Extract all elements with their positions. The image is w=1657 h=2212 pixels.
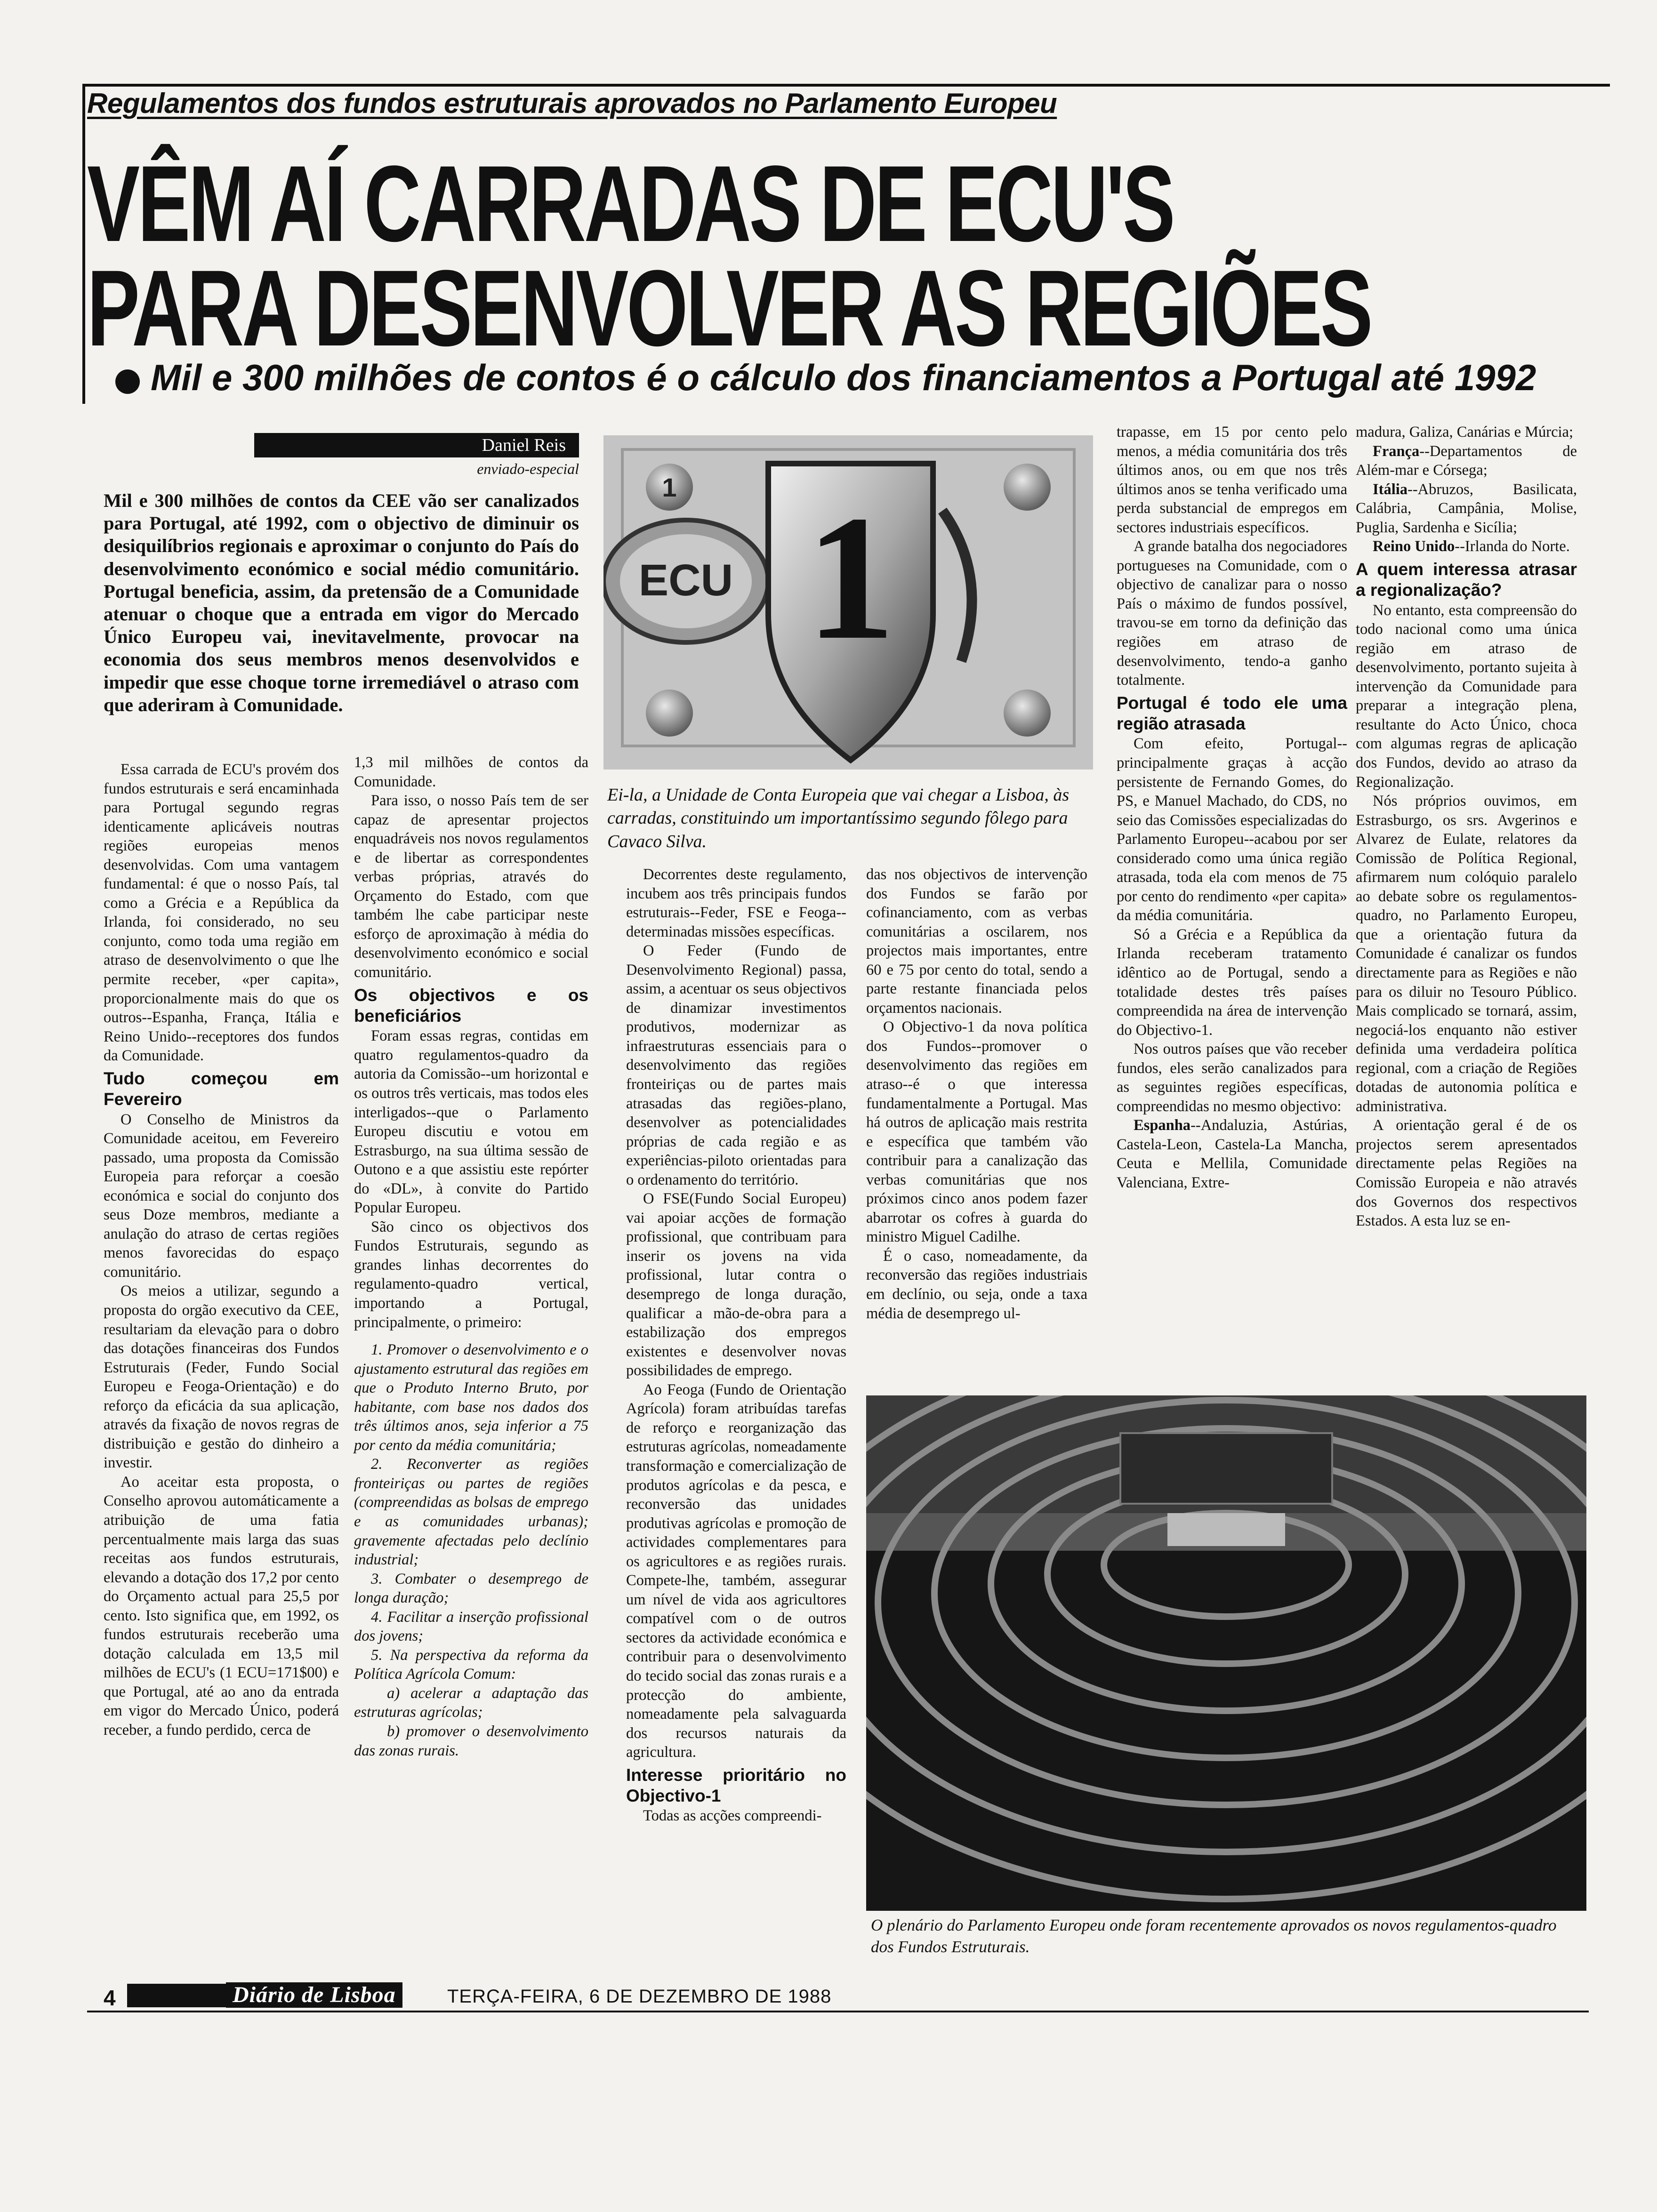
country-label: França xyxy=(1373,442,1420,460)
deck: Mil e 300 milhões de contos é o cálculo dos financiamentos a Portugal até 1992 xyxy=(151,357,1536,398)
paragraph xyxy=(1117,1116,1347,1192)
coin-bottom-left xyxy=(646,689,693,737)
paragraph xyxy=(1356,442,1577,480)
paragraph: Decorrentes deste regulamento, incubem aos três principais fundos estruturais--Feder, FSE e Feoga--determinadas missões específicas. xyxy=(626,866,846,940)
paragraph: A grande batalha dos negociadores portugueses na Comunidade, com o objectivo de canalizar para o nosso País o máximo de fundos possível, travou-se em torno da definição das regiões em atraso de desenvolvimento, tendo-a ganho totalmente. xyxy=(1117,538,1347,689)
paragraph: Com efeito, Portugal--principalmente graças à acção persistente de Fernando Gomes, do PS, e Manuel Machado, do CDS, no seio das Comissões especializadas do Parlamento Europeu--acabou por ser considerado como uma única região atrasada, toda ela com menos de 75 por cento do rendimento «per capita» da média comunitária. xyxy=(1117,735,1347,924)
country-label: Itália xyxy=(1373,481,1408,498)
paragraph: Só a Grécia e a República da Irlanda receberam tratamento idêntico ao de Portugal, sendo a totalidade destes três países compreendida na área de intervenção do Objectivo-1. xyxy=(1117,926,1347,1039)
presidium-desk xyxy=(1167,1513,1285,1546)
objective-subitem: a) acelerar a adaptação das estruturas agrícolas; xyxy=(354,1684,588,1721)
subheading: A quem interessa atrasar a regionalização? xyxy=(1356,559,1577,600)
paragraph: Foram essas regras, contidas em quatro regulamentos-quadro da autoria da Comissão--um horizontal e os outros três verticais, mas todos eles interligados--que o Parlamento Europeu discutiu e votou em Estrasburgo, na sua última sessão de Outono e a que assistiu este repórter do «DL», à convite do Partido Popular Europeu. xyxy=(354,1027,588,1217)
paragraph: Os meios a utilizar, segundo a proposta do orgão executivo da CEE, resultariam da elevação para o dobro das dotações financeiras dos Fundos Estruturais (Feder, Fundo Social Europeu e Feoga-Orientação) e do reforço da eficácia da sua aplicação, através da fixação de novos regras de distribuição e gestão do dinheiro a investir. xyxy=(104,1282,339,1472)
hemicycle-illustration xyxy=(866,1395,1586,1911)
left-frame-rule xyxy=(82,84,85,404)
deck-bullet xyxy=(115,369,140,394)
region-list: --Abruzos, Basilicata, Calábria, Campânia, Molise, Puglia, Sardenha e Sicília; xyxy=(1356,481,1577,536)
photo-caption-parliament: O plenário do Parlamento Europeu onde foram recentemente aprovados os novos regulamentos-quadro dos Fundos Estruturais. xyxy=(871,1916,1557,1956)
masthead-logo: Diário de Lisboa xyxy=(226,1982,402,2008)
paragraph: madura, Galiza, Canárias e Múrcia; xyxy=(1356,424,1574,441)
column-5 xyxy=(1117,423,1347,1193)
objective-subitem: b) promover o desenvolvimento das zonas rurais. xyxy=(354,1723,588,1759)
country-label: Espanha xyxy=(1134,1117,1191,1134)
ecu-oval-label: ECU xyxy=(638,555,733,605)
column-3 xyxy=(626,865,846,1826)
column-4 xyxy=(866,865,1087,1323)
paragraph: 1,3 mil milhões de contos da Comunidade. xyxy=(354,754,588,790)
issue-date: TERÇA-FEIRA, 6 DE DEZEMBRO DE 1988 xyxy=(447,1986,832,2007)
region-list: --Andaluzia, Astúrias, Castela-Leon, Castela-La Mancha, Ceuta e Mellila, Comunidade Valenciana, Extre- xyxy=(1117,1117,1347,1192)
footer-rule xyxy=(87,2011,1589,2012)
paragraph xyxy=(1356,480,1577,537)
paragraph: trapasse, em 15 por cento pelo menos, a média comunitária dos três últimos anos, ou em que nos três últimos anos se tenha verificado uma perda substancial de empregos em sectores industriais específicos. xyxy=(1117,424,1347,536)
subheading: Portugal é todo ele uma região atrasada xyxy=(1117,693,1347,734)
column-2 xyxy=(354,753,588,1760)
objective-item: 4. Facilitar a inserção profissional dos jovens; xyxy=(354,1608,588,1645)
paragraph: Ao aceitar esta proposta, o Conselho aprovou automáticamente a atribuição de uma fatia percentualmente mais larga das suas receitas aos fundos estruturais, elevando a dotação dos 17,2 por cento do Orçamento actual para 25,5 por cento. Isto significa que, em 1992, os fundos estruturais receberão uma dotação calculada em 13,5 mil milhões de ECU's (1 ECU=171$00) e que Portugal, até ao ano da entrada em vigor do Mercado Único, poderá receber, a fundo perdido, cerca de xyxy=(104,1473,339,1739)
subheading: Interesse prioritário no Objectivo-1 xyxy=(626,1765,846,1806)
subheading: Os objectivos e os beneficiários xyxy=(354,985,588,1026)
coin-bottom-right xyxy=(1004,689,1051,737)
paragraph: A orientação geral é de os projectos serem apresentados directamente pelas Regiões na Comissão Europeia e não através dos Governos dos respectivos Estados. A esta luz se en- xyxy=(1356,1117,1577,1230)
paragraph: É o caso, nomeadamente, da reconversão das regiões industriais em declínio, ou seja, onde a taxa média de desemprego ul- xyxy=(866,1247,1087,1322)
paragraph: Nós próprios ouvimos, em Estrasburgo, os srs. Avgerinos e Alvarez de Eulate, relatores da Comissão de Política Regional, afirmarem num colóquio paralelo ao debate sobre os regulamentos-quadro, no Parlamento Europeu, que a orientação futura da Comunidade é canalizar os fundos directamente para as Regiões e não para os diluir no Tesouro Público. Mais complicado se tornará, assim, negociá-los enquanto não estiver definida uma verdadeira política regional, com a criação de Regiões dotadas de autonomia política e administrativa. xyxy=(1356,793,1577,1115)
objective-item: 3. Combater o desemprego de longa duração; xyxy=(354,1570,588,1607)
paragraph: O Objectivo-1 da nova política dos Fundos--promover o desenvolvimento das regiões em atraso--é o que interessa fundamentalmente a Portugal. Mas há outros de aplicação mais restrita e específica que também vão contribuir para a canalização das verbas comunitárias que nos próximos cinco anos podem fazer abarrotar os cofres à guarda do ministro Miguel Cadilhe. xyxy=(866,1018,1087,1246)
paragraph: Essa carrada de ECU's provém dos fundos estruturais e será encaminhada para Portugal segundo regras identicamente aplicáveis noutras regiões europeias menos desenvolvidas. Com uma vantagem fundamental: é que o nosso País, tal como a Grécia e a República da Irlanda, foi considerado, no seu conjunto, como toda uma região em atraso de desenvolvimento o que lhe permite receber, «per capita», proporcionalmente mais do que os outros--Espanha, França, Itália e Reino Unido--receptores dos fundos da Comunidade. xyxy=(104,761,339,1065)
paragraph: No entanto, esta compreensão do todo nacional como uma única região em atraso de desenvolvimento, portanto sujeita à intervenção da Comunidade para preparar a integração plena, resultante do Acto Único, choca com algumas regras de aplicação dos Fundos, devido ao atraso da Regionalização. xyxy=(1356,601,1577,791)
paragraph xyxy=(1356,537,1577,556)
paragraph: O Conselho de Ministros da Comunidade aceitou, em Fevereiro passado, uma proposta da Comissão Europeia para reforçar a coesão económica e social do conjunto dos seus Doze membros, mediante a anulação do atraso de certas regiões menos favorecidas do espaço comunitário. xyxy=(104,1111,339,1281)
paragraph: das nos objectivos de intervenção dos Fundos se farão por cofinanciamento, com as verbas comunitárias a oscilarem, nos projectos mais importantes, entre 60 e 75 por cento do total, sendo a parte restante financiada pelos orçamentos nacionais. xyxy=(866,866,1087,1017)
subheading: Tudo começou em Fevereiro xyxy=(104,1068,339,1109)
photo-caption-ecu: Ei-la, a Unidade de Conta Europeia que vai chegar a Lisboa, às carradas, constituindo um importantíssimo segundo fôlego para Cavaco Silva. xyxy=(607,785,1070,851)
lead-paragraph: Mil e 300 milhões de contos da CEE vão ser canalizados para Portugal, até 1992, com o objectivo de diminuir os desiquilíbrios regionais e aproximar o conjunto do País do desenvolvimento económico e social médio comunitário. Portugal beneficia, assim, da pretensão de a Comunidade atenuar o choque que a entrada em vigor do Mercado Único Europeu vai, inevitavelmente, provocar na economia dos seus membros menos desenvolvidos e impedir que esse choque torne irremediável o atraso com que aderiram à Comunidade. xyxy=(104,490,579,715)
paragraph: O Feder (Fundo de Desenvolvimento Regional) passa, assim, a acentuar os seus objectivos de dinamizar investimentos produtivos, modernizar as infraestruturas essenciais para o desenvolvimento das regiões fronteiriças ou de partes mais atrasadas das regiões-plano, desenvolver as potencialidades próprias de cada região e as experiências-piloto orientadas para o ordenamento do território. xyxy=(626,942,846,1188)
region-list: --Irlanda do Norte. xyxy=(1455,538,1570,555)
column-1 xyxy=(104,760,339,1740)
page-number: 4 xyxy=(104,1986,116,2010)
paragraph: O FSE(Fundo Social Europeu) vai apoiar acções de formação profissional, que contribuam para inserir os jovens na vida profissional, lutar contra o desemprego de longa duração, qualificar a mão-de-obra para a estabilização dos empregos existentes e desenvolver novas possibilidades de emprego. xyxy=(626,1190,846,1379)
paragraph: São cinco os objectivos dos Fundos Estruturais, segundo as grandes linhas decorrentes do regulamento-quadro vertical, importando a Portugal, principalmente, o primeiro: xyxy=(354,1218,588,1331)
coin-mark: 1 xyxy=(662,473,677,502)
kicker: Regulamentos dos fundos estruturais aprovados no Parlamento Europeu xyxy=(87,88,1057,119)
parliament-photo xyxy=(866,1395,1586,1911)
objective-item: 2. Reconverter as regiões fronteiriças ou partes de regiões (compreendidas as bolsas de emprego e as comunidades urbanas); gravemente afectadas pelo declínio industrial; xyxy=(354,1456,588,1569)
paragraph: Nos outros países que vão receber fundos, eles serão canalizados para as seguintes regiões específicas, compreendidas no mesmo objectivo: xyxy=(1117,1041,1347,1115)
headline-line-2: PARA DESENVOLVER AS REGIÕES xyxy=(87,248,1371,369)
objective-item: 1. Promover o desenvolvimento e o ajustamento estrutural das regiões em que o Produto Interno Bruto, por habitante, com base nos dados dos três últimos anos, seja inferior a 75 por cento da média comunitária; xyxy=(354,1341,588,1454)
byline-role: enviado-especial xyxy=(477,460,579,477)
byline-author: Daniel Reis xyxy=(254,433,579,457)
paragraph: Para isso, o nosso País tem de ser capaz de apresentar projectos enquadráveis nos novos regulamentos e de libertar as correspondentes verbas próprias, através do Orçamento do Estado, com que também lhe cabe participar neste esforço de aproximação à média do desenvolvimento económico e social comunitário. xyxy=(354,792,588,981)
ecu-illustration xyxy=(603,435,1093,769)
column-6 xyxy=(1356,423,1577,1231)
paragraph: Todas as acções compreendi- xyxy=(643,1807,822,1825)
ecu-photo xyxy=(603,435,1093,769)
objective-item: 5. Na perspectiva da reforma da Política Agrícola Comum: xyxy=(354,1646,588,1683)
paragraph: Ao Feoga (Fundo de Orientação Agrícola) foram atribuídas tarefas de reforço e reorganização das estruturas agrícolas, nomeadamente transformação e comercialização de produtos agrícolas e da pesca, e reconversão das unidades produtivas agrícolas e promoção de actividades complementares para os agricultores e as regiões rurais. Compete-lhe, também, assegurar um nível de vida aos agricultores compatível com o de outros sectores da actividade económica e contribuir para o desenvolvimento do tecido social das zonas rurais e a protecção do ambiente, nomeadamente pela salvaguarda dos recursos naturais da agricultura. xyxy=(626,1381,846,1761)
shield-number: 1 xyxy=(806,479,895,677)
top-frame-rule xyxy=(82,84,1610,87)
region-list: --Departamentos de Além-mar e Córsega; xyxy=(1356,442,1577,479)
coin-top-right xyxy=(1004,464,1051,511)
country-label: Reino Unido xyxy=(1373,538,1455,555)
headline-line-1: VÊM AÍ CARRADAS DE ECU'S xyxy=(87,143,1174,264)
